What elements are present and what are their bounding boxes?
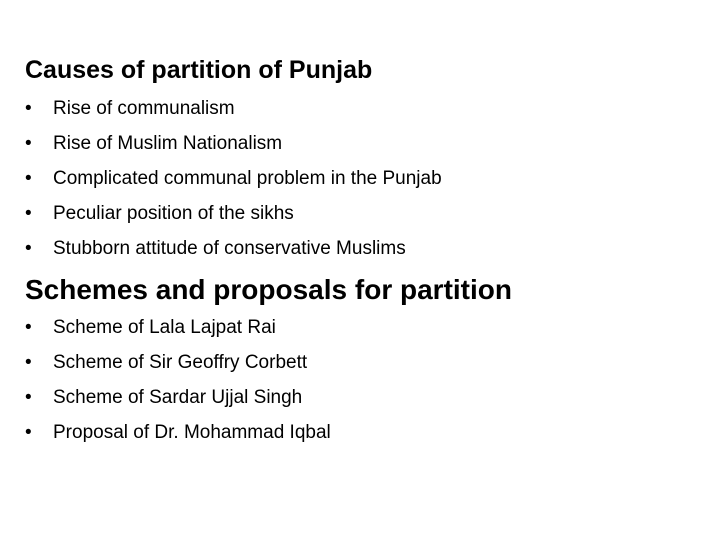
list-item-text: Proposal of Dr. Mohammad Iqbal xyxy=(53,422,331,443)
bullet-icon: • xyxy=(25,387,32,408)
causes-list xyxy=(25,91,442,266)
list-item xyxy=(25,196,442,231)
list-item-text: Peculiar position of the sikhs xyxy=(53,203,294,224)
list-item xyxy=(25,415,331,450)
list-item-text: Scheme of Sardar Ujjal Singh xyxy=(53,387,303,408)
schemes-list xyxy=(25,310,331,450)
bullet-icon: • xyxy=(25,317,32,338)
list-item xyxy=(25,231,442,266)
list-item xyxy=(25,310,331,345)
list-item xyxy=(25,91,442,126)
bullet-icon: • xyxy=(25,203,32,224)
list-item-text: Complicated communal problem in the Punjab xyxy=(53,168,442,189)
schemes-heading: Schemes and proposals for partition xyxy=(25,274,512,305)
bullet-icon: • xyxy=(25,352,32,373)
list-item xyxy=(25,380,331,415)
causes-heading: Causes of partition of Punjab xyxy=(25,56,373,84)
list-item-text: Scheme of Lala Lajpat Rai xyxy=(53,317,276,338)
bullet-icon: • xyxy=(25,168,32,189)
bullet-icon: • xyxy=(25,133,32,154)
list-item xyxy=(25,161,442,196)
list-item-text: Stubborn attitude of conservative Muslims xyxy=(53,238,406,259)
list-item-text: Scheme of Sir Geoffry Corbett xyxy=(53,352,308,373)
list-item xyxy=(25,345,331,380)
list-item xyxy=(25,126,442,161)
bullet-icon: • xyxy=(25,238,32,259)
list-item-text: Rise of Muslim Nationalism xyxy=(53,133,283,154)
list-item-text: Rise of communalism xyxy=(53,98,235,119)
bullet-icon: • xyxy=(25,422,32,443)
bullet-icon: • xyxy=(25,98,32,119)
